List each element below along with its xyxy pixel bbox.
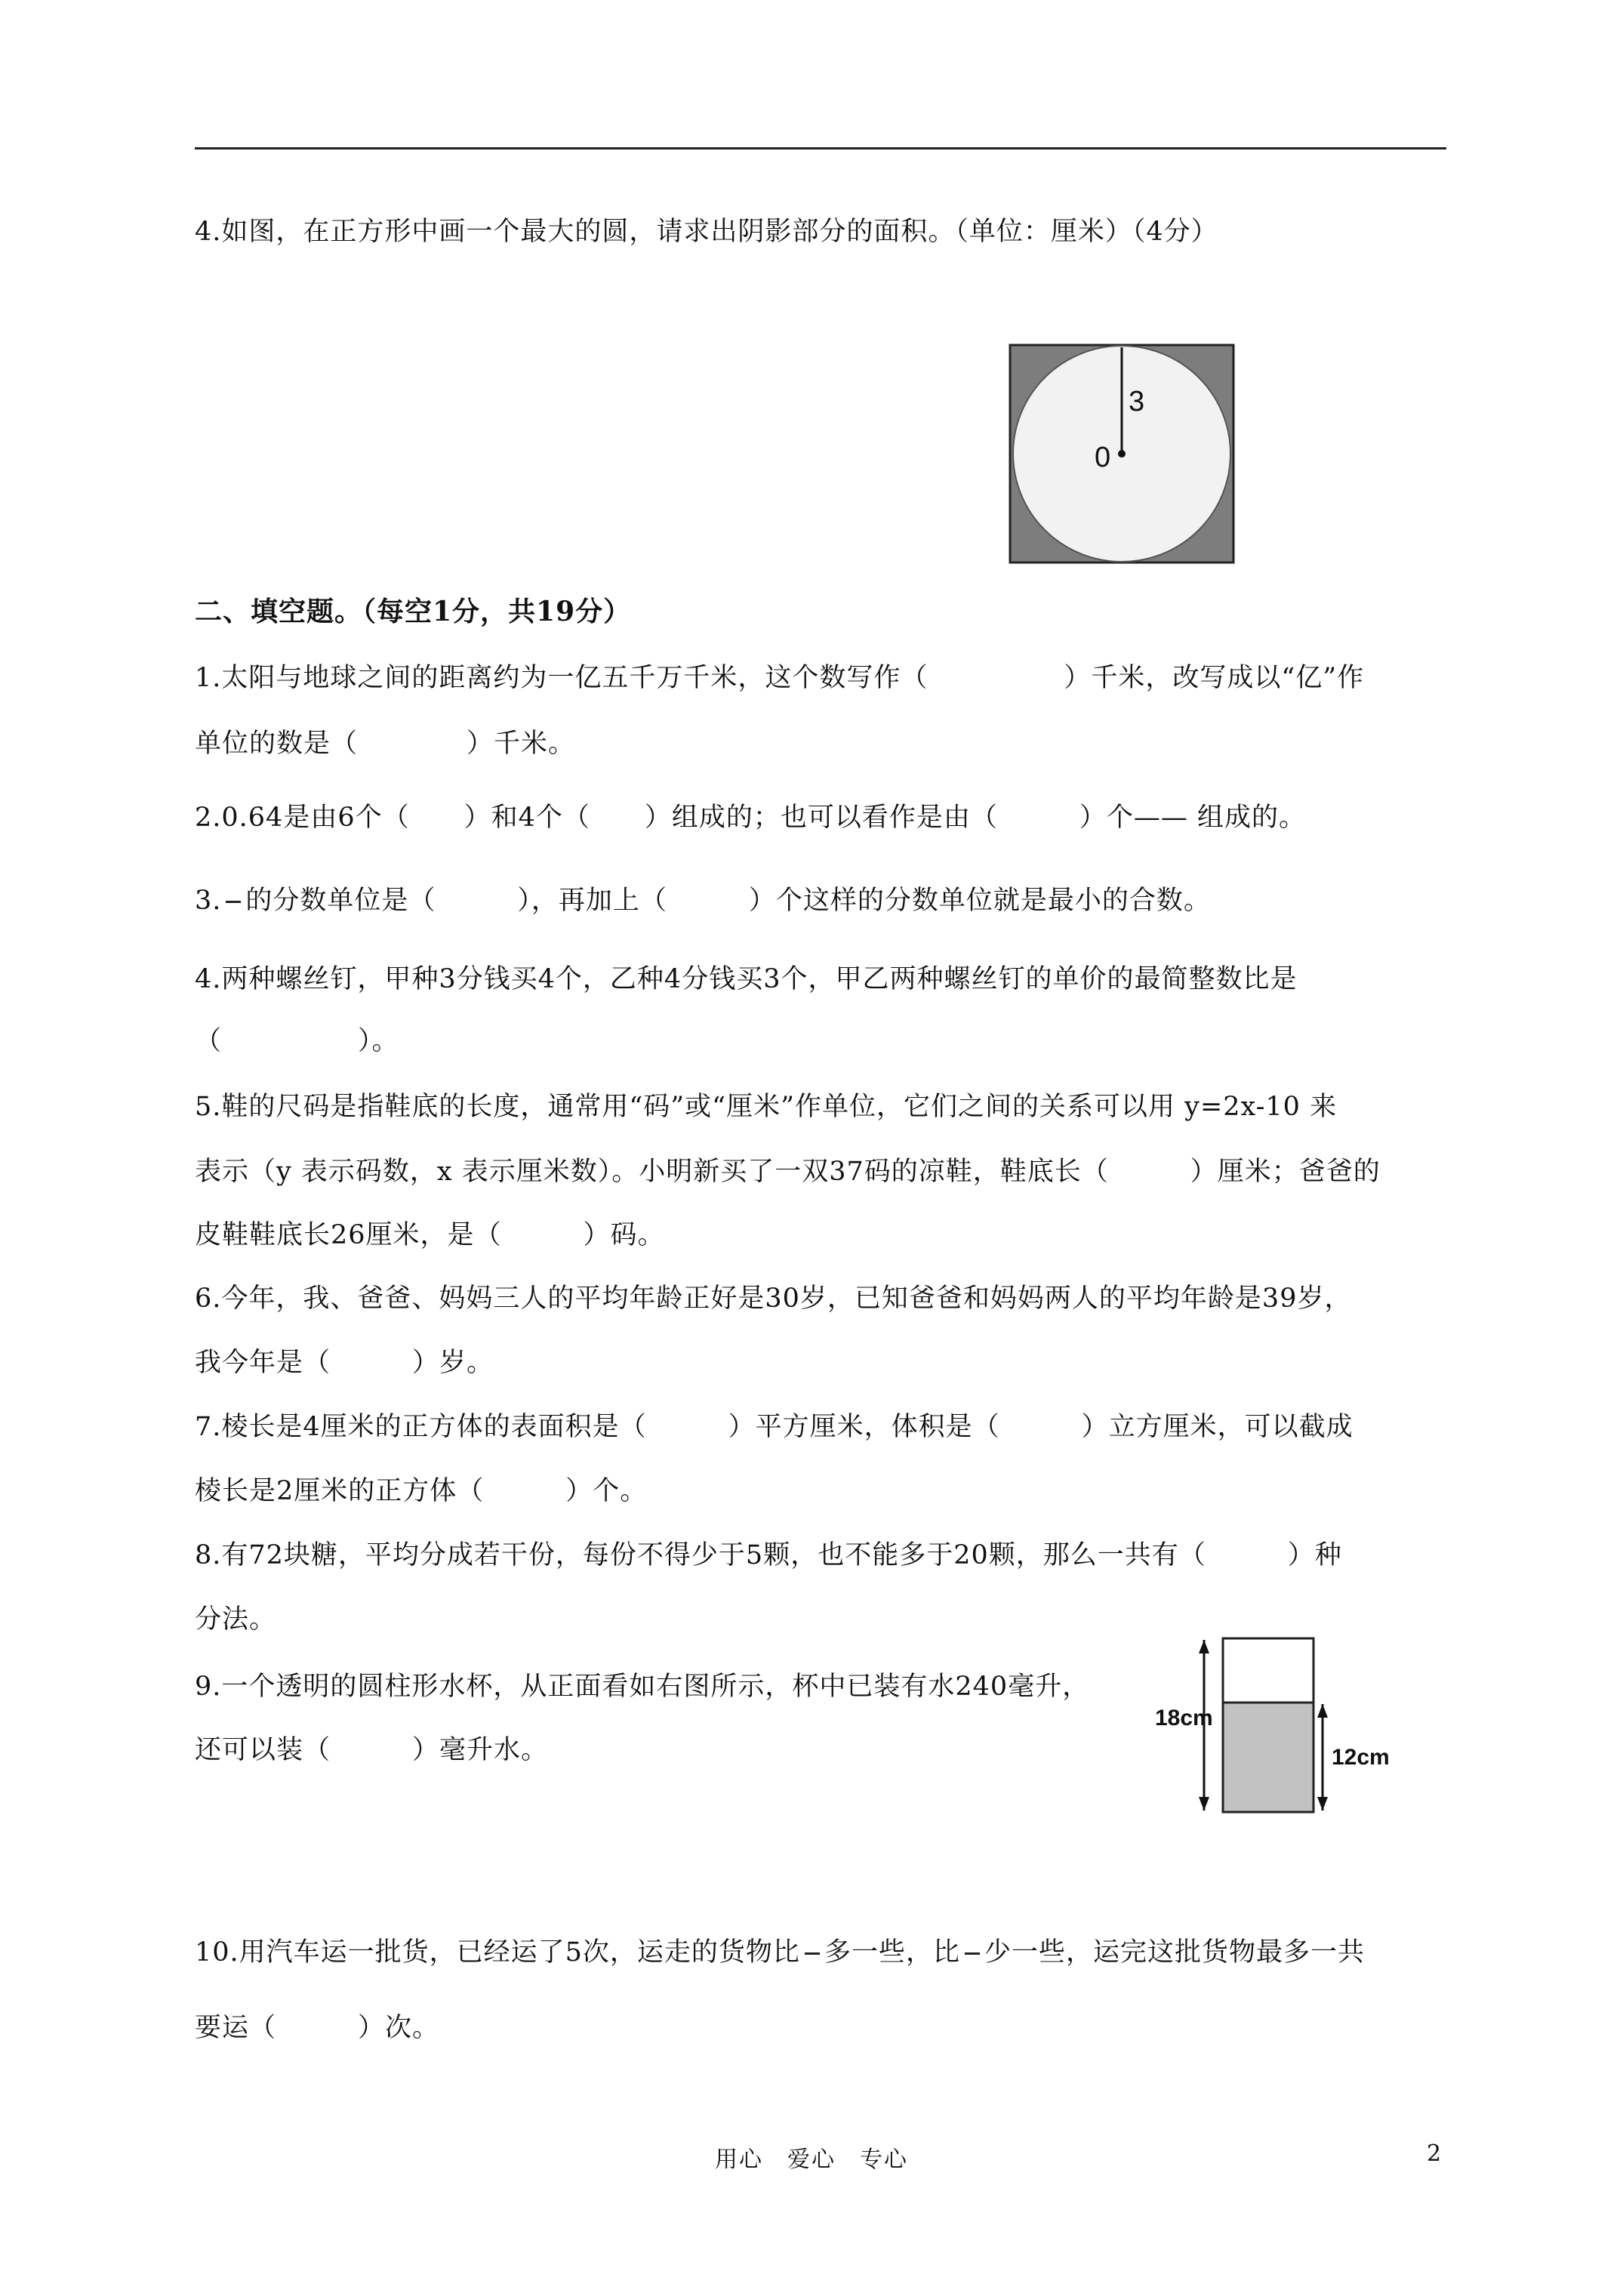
water-fill (1223, 1703, 1313, 1812)
square-circle-figure (1008, 341, 1242, 568)
q10-line-1 (195, 1936, 1365, 1969)
q3-number: 3. (195, 886, 222, 916)
q7-line-2: 棱长是2厘米的正方体（ ）个。 (195, 1476, 648, 1506)
water-height-arrow-up-icon (1317, 1704, 1328, 1718)
fraction-bar-1 (805, 1952, 820, 1955)
page-number: 2 (1427, 2140, 1442, 2167)
q10-text-a: 10.用汽车运一批货，已经运了5次，运走的货物比 (195, 1937, 800, 1968)
cup-figure (1155, 1631, 1404, 1827)
center-label: 0 (1095, 442, 1111, 473)
q2-line: 2.0.64是由6个（ ）和4个（ ）组成的；也可以看作是由（ ）个—— 组成的。 (195, 803, 1306, 833)
q5-line-3: 皮鞋鞋底长26厘米，是（ ）码。 (195, 1220, 665, 1250)
q10-text-b: 多一些，比 (824, 1937, 960, 1968)
water-height-arrow-down-icon (1317, 1797, 1328, 1811)
footer-slogan: 用心 爱心 专心 (715, 2147, 908, 2173)
q6-line-2: 我今年是（ ）岁。 (195, 1348, 494, 1378)
q10-text-c: 少一些，运完这批货物最多一共 (984, 1937, 1365, 1968)
q3-line (195, 884, 1211, 917)
question-4-title: 4.如图，在正方形中画一个最大的圆，请求出阴影部分的面积。（单位：厘米）（4分） (195, 217, 1218, 247)
q10-line-2: 要运（ ）次。 (195, 2013, 440, 2043)
radius-label: 3 (1129, 386, 1145, 418)
q5-line-1: 5.鞋的尺码是指鞋底的长度，通常用“码”或“厘米”作单位，它们之间的关系可以用 y=2x-10 来 (195, 1092, 1338, 1122)
q9-line-1: 9.一个透明的圆柱形水杯，从正面看如右图所示，杯中已装有水240毫升， (195, 1672, 1090, 1702)
total-height-label: 18cm (1155, 1706, 1213, 1730)
q1-line-1: 1.太阳与地球之间的距离约为一亿五千万千米，这个数写作（ ）千米，改写成以“亿”作 (195, 663, 1365, 693)
center-point (1118, 450, 1126, 458)
header-rule (195, 147, 1446, 149)
q5-line-2: 表示（y 表示码数，x 表示厘米数）。小明新买了一双37码的凉鞋，鞋底长（ ）厘米；爸爸的 (195, 1157, 1381, 1187)
q3-text: 的分数单位是（ ），再加上（ ）个这样的分数单位就是最小的合数。 (245, 886, 1211, 916)
q8-line-1: 8.有72块糖，平均分成若干份，每份不得少于5颗，也不能多于20颗，那么一共有（ ）种 (195, 1540, 1342, 1570)
fraction-bar (226, 901, 241, 903)
q6-line-1: 6.今年，我、爸爸、妈妈三人的平均年龄正好是30岁，已知爸爸和妈妈两人的平均年龄是39岁， (195, 1284, 1352, 1314)
section-2-heading: 二、填空题。（每空1分，共19分） (195, 596, 632, 627)
q4-line-1: 4.两种螺丝钉，甲种3分钱买4个，乙种4分钱买3个，甲乙两种螺丝钉的单价的最简整数比是 (195, 964, 1298, 994)
q1-line-2: 单位的数是（ ）千米。 (195, 729, 576, 759)
q4-line-2: （ ）。 (195, 1026, 399, 1056)
water-height-label: 12cm (1332, 1745, 1390, 1770)
q8-line-2: 分法。 (195, 1604, 277, 1635)
total-height-arrow-down-icon (1199, 1797, 1209, 1811)
q7-line-1: 7.棱长是4厘米的正方体的表面积是（ ）平方厘米，体积是（ ）立方厘米，可以截成 (195, 1412, 1354, 1442)
fraction-bar-2 (965, 1952, 980, 1955)
total-height-arrow-up-icon (1199, 1640, 1209, 1653)
q9-line-2: 还可以装（ ）毫升水。 (195, 1735, 549, 1765)
